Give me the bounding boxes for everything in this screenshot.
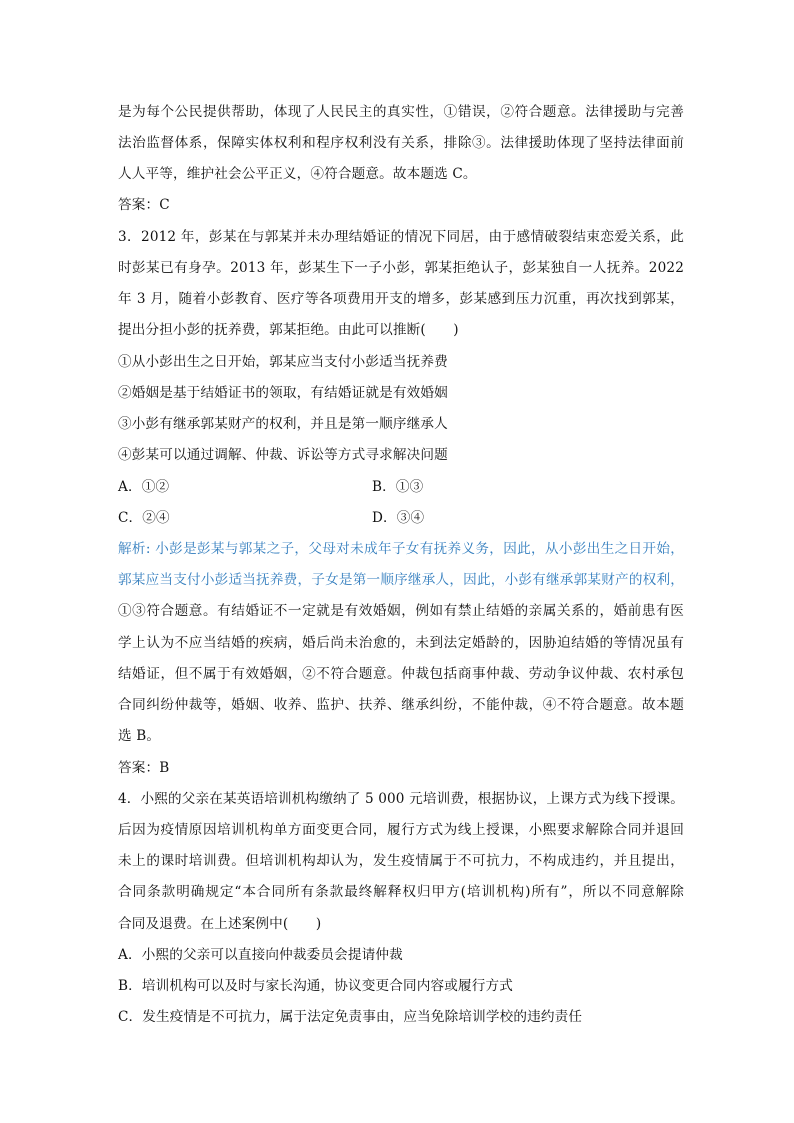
statement-2: ②婚姻是基于结婚证书的领取，有结婚证就是有效婚姻 [118, 385, 448, 401]
analysis-line: ①③符合题意。有结婚证不一定就是有效婚姻，例如有禁止结婚的亲属关系的，婚前患有医 [118, 603, 684, 619]
option-b: B．培训机构可以及时与家长沟通，协议变更合同内容或履行方式 [118, 978, 513, 994]
analysis-line: 选 B。 [118, 728, 161, 744]
question-3-stem-line: 年 3 月，随着小彭教育、医疗等各项费用开支的增多，彭某感到压力沉重，再次找到郭某， [118, 291, 684, 307]
analysis-line: 学上认为不应当结婚的疾病，婚后尚未治愈的，未到法定婚龄的，因胁迫结婚的等情况虽有 [118, 635, 684, 651]
question-3-stem-line: 3．2012 年，彭某在与郭某并未办理结婚证的情况下同居，由于感情破裂结束恋爱关系，此 [118, 229, 684, 245]
analysis-label: 解析: [118, 541, 151, 557]
question-4-stem-line: 合同及退费。在上述案例中( ) [118, 916, 322, 932]
option-a: A．①② [118, 479, 170, 495]
analysis-line [118, 539, 684, 559]
options-row [118, 508, 684, 528]
statement-1: ①从小彭出生之日开始，郭某应当支付小彭适当抚养费 [118, 354, 448, 370]
statement-3: ③小彭有继承郭某财产的权利，并且是第一顺序继承人 [118, 416, 448, 432]
text-line: 是为每个公民提供帮助，体现了人民民主的真实性，①错误，②符合题意。法律援助与完善 [118, 104, 684, 120]
answer-line: 答案：C [118, 197, 170, 213]
options-row [118, 477, 684, 497]
question-3-stem-line: 时彭某已有身孕。2013 年，彭某生下一子小彭，郭某拒绝认子，彭某独自一人抚养。2022 [118, 260, 684, 276]
analysis-line: 结婚证，但不属于有效婚姻，②不符合题意。仲裁包括商事仲裁、劳动争议仲裁、农村承包 [118, 666, 684, 682]
analysis-text: 小彭是彭某与郭某之子，父母对未成年子女有抚养义务，因此，从小彭出生之日开始， [150, 541, 685, 557]
question-4-stem-line: 未上的课时培训费。但培训机构却认为，发生疫情属于不可抗力，不构成违约，并且提出， [118, 853, 684, 869]
answer-line: 答案：B [118, 760, 170, 776]
text-line: 人人平等，维护社会公平正义，④符合题意。故本题选 C。 [118, 166, 477, 182]
question-3-stem-line: 提出分担小彭的抚养费，郭某拒绝。由此可以推断( ) [118, 322, 459, 338]
option-d: D．③④ [372, 510, 425, 526]
analysis-line: 合同纠纷仲裁等，婚姻、收养、监护、扶养、继承纠纷，不能仲裁，④不符合题意。故本题 [118, 697, 684, 713]
option-c: C．②④ [118, 510, 170, 526]
option-a: A．小熙的父亲可以直接向仲裁委员会提请仲裁 [118, 947, 403, 963]
option-c: C．发生疫情是不可抗力，属于法定免责事由，应当免除培训学校的违约责任 [118, 1009, 583, 1025]
option-b: B．①③ [372, 479, 424, 495]
analysis-line: 郭某应当支付小彭适当抚养费，子女是第一顺序继承人，因此，小彭有继承郭某财产的权利， [118, 572, 684, 588]
question-4-stem-line: 后因为疫情原因培训机构单方面变更合同，履行方式为线上授课，小熙要求解除合同并退回 [118, 822, 684, 838]
question-4-stem-line: 4．小熙的父亲在某英语培训机构缴纳了 5 000 元培训费，根据协议，上课方式为线下授课。 [118, 791, 684, 807]
text-line: 法治监督体系，保障实体权利和程序权利没有关系，排除③。法律援助体现了坚持法律面前 [118, 135, 684, 151]
question-4-stem-line: 合同条款明确规定“本合同所有条款最终解释权归甲方(培训机构)所有”，所以不同意解除 [118, 884, 684, 900]
statement-4: ④彭某可以通过调解、仲裁、诉讼等方式寻求解决问题 [118, 447, 448, 463]
